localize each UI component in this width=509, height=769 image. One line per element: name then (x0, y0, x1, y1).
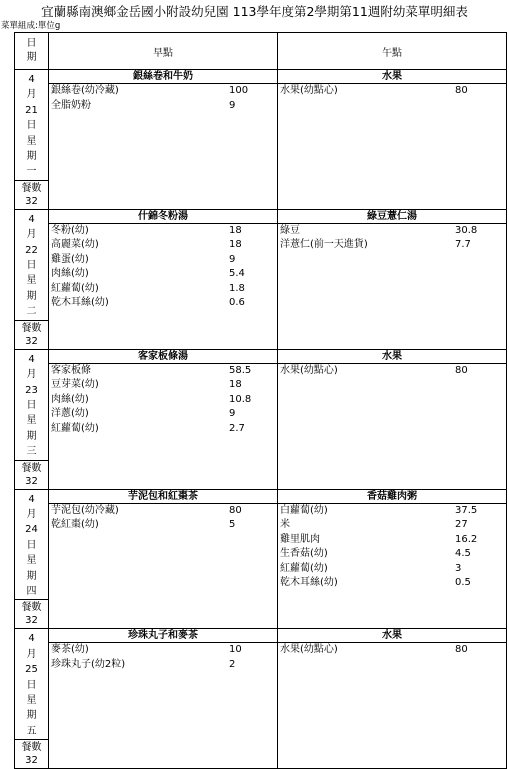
servings-box (15, 739, 48, 768)
ingredient-qty: 27 (455, 519, 468, 531)
servings-count: 32 (25, 475, 38, 487)
ingredient-name: 紅蘿蔔(幼) (280, 562, 328, 574)
ingredient-row (49, 282, 277, 297)
ingredient-row (278, 533, 506, 548)
servings-box (15, 320, 48, 349)
date-char: 期 (26, 290, 37, 302)
date-char: 二 (26, 306, 37, 318)
servings-label: 餐數 (21, 322, 42, 334)
servings-box (15, 460, 48, 489)
header-afternoon: 午點 (278, 33, 507, 70)
date-char: 期 (26, 430, 37, 442)
header-row (15, 33, 507, 70)
ingredient-name: 生香菇(幼) (280, 548, 328, 560)
date-char: 23 (25, 384, 38, 396)
morning-cell (49, 489, 278, 629)
afternoon-cell (278, 629, 507, 769)
date-char: 21 (25, 104, 38, 116)
ingredient-qty: 10.8 (229, 393, 252, 405)
ingredient-qty: 9 (229, 99, 236, 111)
ingredient-qty: 18 (229, 239, 242, 251)
ingredient-name: 冬粉(幼) (51, 224, 89, 236)
morning-cell (49, 629, 278, 769)
morning-dish-name: 銀絲卷和牛奶 (49, 70, 277, 84)
ingredient-row (278, 643, 506, 658)
servings-count: 32 (25, 755, 38, 767)
date-char: 24 (25, 524, 38, 536)
ingredient-row (49, 422, 277, 437)
ingredient-qty: 80 (455, 644, 468, 656)
afternoon-dish-name: 水果 (278, 70, 506, 84)
date-char: 日 (26, 679, 37, 691)
afternoon-dish-name: 香菇雞肉粥 (278, 490, 506, 504)
ingredient-qty: 5.4 (229, 268, 245, 280)
ingredient-qty: 9 (229, 408, 236, 420)
ingredient-row (49, 364, 277, 379)
ingredient-row (49, 393, 277, 408)
ingredient-qty: 4.5 (455, 548, 471, 560)
ingredient-name: 水果(幼點心) (280, 644, 338, 656)
ingredient-name: 白蘿蔔(幼) (280, 504, 328, 516)
ingredient-name: 芋泥包(幼冷藏) (51, 504, 119, 516)
ingredient-row (49, 296, 277, 311)
date-char: 日 (26, 260, 37, 272)
ingredient-name: 肉絲(幼) (51, 393, 89, 405)
ingredient-name: 銀絲卷(幼冷藏) (51, 85, 119, 96)
date-char: 月 (26, 508, 37, 520)
date-char: 22 (25, 244, 38, 256)
servings-count: 32 (25, 615, 38, 627)
ingredient-row (49, 658, 277, 673)
ingredient-qty: 37.5 (455, 504, 478, 516)
ingredient-row (278, 518, 506, 533)
ingredient-name: 珍珠丸子(幼2粒) (51, 658, 126, 670)
ingredient-qty: 7.7 (455, 239, 471, 251)
ingredient-row (278, 238, 506, 253)
ingredient-qty: 0.5 (455, 577, 471, 589)
ingredient-qty: 1.8 (229, 282, 245, 294)
unit-note: 菜單組成:單位g (1, 21, 61, 31)
afternoon-cell (278, 70, 507, 210)
afternoon-dish-name: 水果 (278, 350, 506, 364)
morning-cell (49, 349, 278, 489)
date-char: 三 (26, 446, 37, 458)
ingredient-row (49, 238, 277, 253)
day-row (15, 70, 507, 210)
ingredient-row (49, 84, 277, 99)
ingredient-row (49, 99, 277, 114)
menu-table (14, 32, 507, 769)
date-char: 星 (26, 695, 37, 706)
date-cell (15, 489, 49, 629)
ingredient-row (278, 364, 506, 379)
ingredient-qty: 2 (229, 658, 236, 670)
ingredient-row (278, 84, 506, 99)
ingredient-row (278, 504, 506, 519)
morning-dish-name: 什錦冬粉湯 (49, 210, 277, 224)
servings-box (15, 599, 48, 628)
date-char: 期 (26, 570, 37, 582)
servings-label: 餐數 (21, 462, 42, 474)
servings-label: 餐數 (21, 742, 42, 754)
servings-label: 餐數 (21, 602, 42, 614)
date-char: 星 (26, 415, 37, 427)
ingredient-row (49, 267, 277, 282)
morning-cell (49, 209, 278, 349)
date-char: 日 (26, 120, 37, 132)
date-char: 月 (26, 648, 37, 660)
ingredient-row (49, 504, 277, 519)
ingredient-qty: 100 (229, 85, 249, 96)
servings-box (15, 180, 48, 209)
morning-dish-name: 珍珠丸子和麥茶 (49, 629, 277, 643)
date-char: 4 (28, 633, 35, 645)
afternoon-cell (278, 349, 507, 489)
ingredient-name: 水果(幼點心) (280, 85, 338, 96)
ingredient-name: 乾紅棗(幼) (51, 519, 99, 531)
ingredient-name: 洋蔥(幼) (51, 408, 89, 420)
date-char: 期 (26, 710, 37, 722)
ingredient-row (49, 518, 277, 533)
date-char: 4 (28, 213, 35, 225)
ingredient-name: 客家板條 (51, 364, 91, 376)
ingredient-qty: 9 (229, 253, 236, 265)
ingredient-qty: 80 (455, 364, 468, 376)
ingredient-row (49, 378, 277, 393)
ingredient-name: 紅蘿蔔(幼) (51, 282, 99, 294)
ingredient-name: 綠豆 (280, 224, 300, 236)
ingredient-qty: 16.2 (455, 533, 478, 545)
ingredient-row (49, 224, 277, 239)
ingredient-name: 高麗菜(幼) (51, 239, 99, 251)
ingredient-row (278, 224, 506, 239)
ingredient-qty: 30.8 (455, 224, 478, 236)
servings-count: 32 (25, 335, 38, 347)
day-row (15, 209, 507, 349)
ingredient-name: 洋薏仁(前一天進貨) (280, 239, 368, 251)
date-char: 4 (28, 353, 35, 365)
ingredient-qty: 18 (229, 224, 242, 236)
ingredient-qty: 3 (455, 562, 462, 574)
date-char: 4 (28, 74, 35, 85)
ingredient-qty: 5 (229, 519, 236, 531)
ingredient-name: 雞蛋(幼) (51, 253, 89, 265)
ingredient-name: 豆芽菜(幼) (51, 379, 99, 391)
ingredient-row (278, 547, 506, 562)
ingredient-row (49, 407, 277, 422)
ingredient-qty: 80 (229, 504, 242, 516)
day-row (15, 349, 507, 489)
date-char: 月 (26, 89, 37, 101)
ingredient-row (49, 253, 277, 268)
date-char: 25 (25, 664, 38, 676)
ingredient-qty: 2.7 (229, 422, 245, 434)
date-char: 日 (26, 399, 37, 411)
servings-count: 32 (25, 195, 38, 207)
header-date: 日期 (15, 33, 49, 70)
date-char: 星 (26, 275, 37, 287)
date-char: 日 (26, 539, 37, 551)
afternoon-dish-name: 水果 (278, 629, 506, 643)
ingredient-qty: 58.5 (229, 364, 252, 376)
ingredient-name: 肉絲(幼) (51, 268, 89, 280)
afternoon-cell (278, 209, 507, 349)
page-title: 宜蘭縣南澳鄉金岳國小附設幼兒園 113學年度第2學期第11週附幼菜單明細表 (41, 4, 468, 19)
ingredient-name: 米 (280, 519, 290, 531)
date-char: 月 (26, 229, 37, 241)
ingredient-name: 乾木耳絲(幼) (51, 297, 109, 309)
ingredient-qty: 10 (229, 644, 242, 656)
ingredient-name: 全脂奶粉 (51, 99, 91, 111)
date-cell (15, 629, 49, 769)
ingredient-row (278, 562, 506, 577)
day-row (15, 489, 507, 629)
ingredient-name: 水果(幼點心) (280, 364, 338, 376)
ingredient-qty: 80 (455, 85, 468, 96)
afternoon-dish-name: 綠豆薏仁湯 (278, 210, 506, 224)
date-char: 一 (26, 166, 37, 178)
servings-label: 餐數 (21, 182, 42, 194)
ingredient-qty: 0.6 (229, 297, 245, 309)
date-char: 星 (26, 555, 37, 567)
date-char: 4 (28, 493, 35, 505)
ingredient-name: 乾木耳絲(幼) (280, 577, 338, 589)
date-char: 期 (26, 151, 37, 163)
header-morning: 早點 (49, 33, 278, 70)
ingredient-row (49, 643, 277, 658)
date-char: 四 (26, 585, 37, 597)
date-cell (15, 349, 49, 489)
day-row (15, 629, 507, 769)
date-char: 月 (26, 369, 37, 381)
ingredient-row (278, 576, 506, 591)
ingredient-name: 雞里肌肉 (280, 533, 320, 545)
morning-dish-name: 客家板條湯 (49, 350, 277, 364)
date-char: 星 (26, 135, 37, 147)
ingredient-qty: 18 (229, 379, 242, 391)
afternoon-cell (278, 489, 507, 629)
ingredient-name: 麥茶(幼) (51, 644, 89, 656)
morning-dish-name: 芋泥包和紅棗茶 (49, 490, 277, 504)
date-cell (15, 70, 49, 210)
date-char: 五 (26, 725, 37, 737)
date-cell (15, 209, 49, 349)
ingredient-name: 紅蘿蔔(幼) (51, 422, 99, 434)
morning-cell (49, 70, 278, 210)
